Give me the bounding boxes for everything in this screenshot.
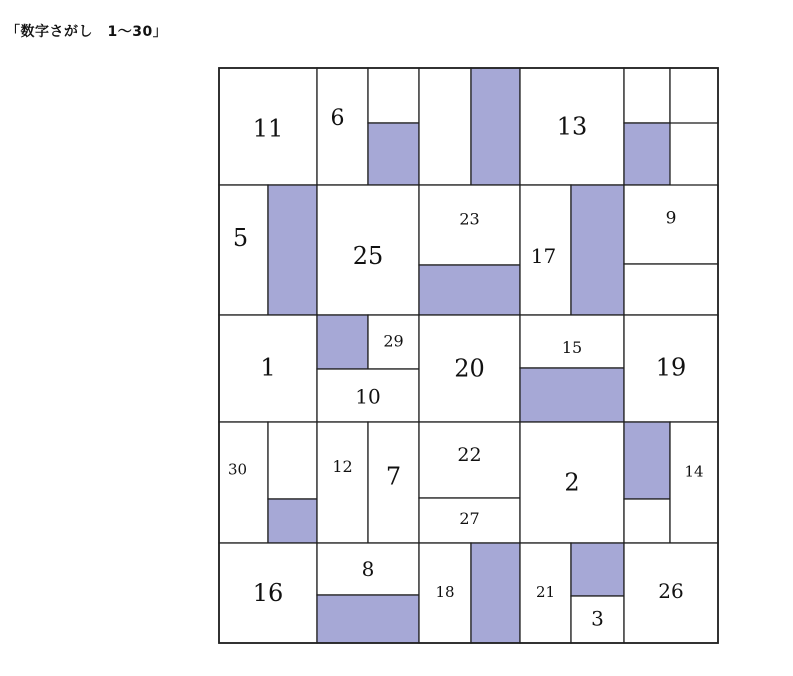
number-cell: [368, 315, 419, 369]
cell-number: 10: [355, 384, 381, 409]
cell-number: 17: [530, 244, 557, 268]
cell-box: [670, 68, 718, 123]
cell-number: 20: [454, 354, 485, 383]
cell-number: 26: [658, 579, 684, 603]
shaded-block: [317, 315, 368, 369]
shaded-block: [520, 368, 624, 422]
shaded-block: [268, 185, 317, 315]
shaded-cell: [624, 123, 670, 185]
shaded-block: [571, 185, 624, 315]
blank-cell: [268, 422, 317, 499]
cell-number: 29: [383, 331, 404, 351]
shaded-cell: [520, 368, 624, 422]
shaded-cell: [471, 68, 520, 185]
blank-cell: [624, 264, 718, 315]
number-cell: [624, 543, 718, 643]
cell-number: 13: [556, 112, 588, 141]
cell-number: 25: [352, 242, 384, 270]
number-cell: [520, 68, 624, 185]
number-cell: [317, 543, 419, 595]
number-cell: [219, 315, 317, 422]
cell-number: 27: [459, 509, 480, 528]
cell-number: 2: [564, 468, 580, 497]
shaded-cell: [317, 595, 419, 643]
shaded-block: [368, 123, 419, 185]
cell-number: 21: [535, 583, 556, 601]
cell-box: [419, 68, 471, 185]
shaded-block: [624, 422, 670, 499]
cell-number: 14: [684, 462, 704, 481]
number-cell: [317, 422, 368, 543]
number-cell: [624, 315, 718, 422]
shaded-block: [471, 543, 520, 643]
number-cell: [317, 68, 368, 185]
cell-box: [317, 422, 368, 543]
cell-number: 7: [385, 462, 402, 491]
cell-number: 30: [227, 460, 248, 479]
cell-number: 15: [561, 338, 583, 357]
cell-box: [219, 422, 268, 543]
number-cell: [219, 422, 268, 543]
cell-box: [624, 264, 718, 315]
shaded-cell: [419, 265, 520, 315]
shaded-block: [624, 123, 670, 185]
cell-number: 3: [591, 606, 604, 631]
number-cell: [419, 543, 471, 643]
number-cell: [368, 422, 419, 543]
blank-cell: [670, 68, 718, 123]
cell-box: [624, 499, 670, 543]
cell-number: 6: [330, 106, 345, 131]
cell-box: [268, 422, 317, 499]
number-cell: [219, 185, 268, 315]
number-cell: [571, 596, 624, 643]
number-cell: [219, 68, 317, 185]
number-cell: [520, 315, 624, 368]
shaded-cell: [571, 185, 624, 315]
shaded-cell: [571, 543, 624, 596]
number-cell: [624, 185, 718, 264]
shaded-cell: [268, 499, 317, 543]
cell-number: 19: [655, 353, 687, 382]
page-title: 「数字さがし 1〜30」: [6, 24, 168, 40]
cell-box: [670, 422, 718, 543]
shaded-block: [317, 595, 419, 643]
number-cell: [419, 315, 520, 422]
shaded-cell: [317, 315, 368, 369]
shaded-cell: [268, 185, 317, 315]
cell-number: 16: [252, 579, 284, 607]
shaded-block: [268, 499, 317, 543]
number-cell: [670, 422, 718, 543]
shaded-cell: [368, 123, 419, 185]
cell-number: 9: [665, 208, 677, 229]
cell-number: 1: [260, 353, 276, 382]
number-cell: [520, 543, 571, 643]
cell-box: [624, 68, 670, 123]
cell-number: 5: [232, 224, 249, 252]
cell-number: 18: [435, 583, 455, 601]
number-cell: [520, 185, 571, 315]
blank-cell: [624, 499, 670, 543]
number-cell: [219, 543, 317, 643]
cell-number: 8: [361, 557, 375, 581]
number-cell: [419, 498, 520, 543]
number-cell: [317, 185, 419, 315]
shaded-block: [571, 543, 624, 596]
number-cell: [419, 185, 520, 265]
blank-cell: [419, 68, 471, 185]
shaded-cell: [471, 543, 520, 643]
cell-number: 23: [459, 209, 480, 229]
number-cell: [419, 422, 520, 498]
cell-number: 11: [252, 114, 284, 143]
shaded-block: [419, 265, 520, 315]
blank-cell: [368, 68, 419, 123]
shaded-cell: [624, 422, 670, 499]
cell-number: 22: [457, 444, 482, 466]
blank-cell: [624, 68, 670, 123]
cell-number: 12: [332, 457, 353, 476]
cell-box: [368, 68, 419, 123]
number-cell: [317, 369, 419, 422]
shaded-block: [471, 68, 520, 185]
number-cell: [520, 422, 624, 543]
